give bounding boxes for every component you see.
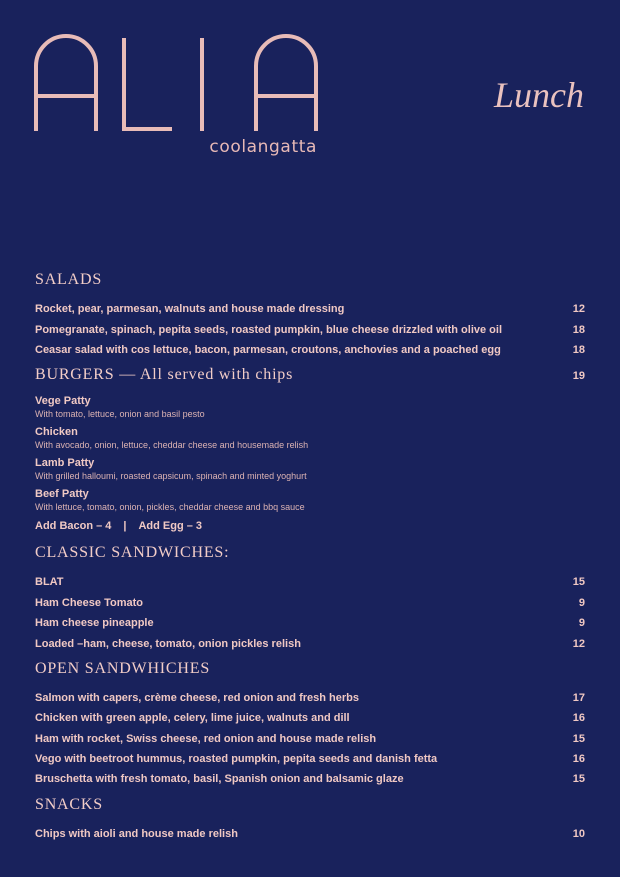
snacks-title: SNACKS — [35, 795, 103, 813]
menu-title: Lunch — [494, 75, 584, 115]
burger-description: With lettuce, tomato, onion, pickles, cheddar cheese and bbq sauce — [35, 502, 305, 513]
menu-item — [35, 769, 585, 789]
item-name: Salmon with capers, crème cheese, red onion and fresh herbs — [35, 691, 359, 704]
burger-name: Beef Patty — [35, 488, 89, 501]
burger-description: With grilled halloumi, roasted capsicum, spinach and minted yoghurt — [35, 471, 307, 482]
burgers-section — [35, 366, 585, 538]
item-name: Ceasar salad with cos lettuce, bacon, parmesan, croutons, anchovies and a poached egg — [35, 343, 501, 356]
logo-subtitle: coolangatta — [209, 137, 317, 157]
salads-title: SALADS — [35, 271, 103, 288]
menu-item — [35, 824, 585, 844]
menu-item — [35, 749, 585, 769]
item-name: Loaded –ham, cheese, tomato, onion pickles relish — [35, 637, 301, 650]
item-name: Pomegranate, spinach, pepita seeds, roasted pumpkin, blue cheese drizzled with olive oil — [35, 323, 503, 336]
item-price: 15 — [572, 773, 585, 786]
burgers-title: BURGERS — All served with chips — [35, 366, 294, 384]
section-heading — [35, 366, 585, 390]
item-price: 9 — [578, 596, 585, 609]
item-price: 16 — [572, 753, 585, 766]
item-price: 16 — [572, 712, 585, 725]
item-name: Ham Cheese Tomato — [35, 596, 143, 609]
item-name: Ham cheese pineapple — [35, 617, 154, 630]
menu-item — [35, 688, 585, 708]
item-price: 12 — [572, 303, 585, 316]
section-heading — [35, 544, 585, 568]
item-price: 15 — [572, 732, 585, 745]
menu-item — [35, 708, 585, 728]
item-price: 12 — [572, 637, 585, 650]
classic-sandwiches-title: CLASSIC SANDWICHES: — [35, 544, 230, 562]
salads-section — [35, 271, 585, 360]
menu-item — [35, 319, 585, 339]
item-price: 17 — [572, 691, 585, 704]
item-name: Rocket, pear, parmesan, walnuts and house made dressing — [35, 303, 345, 316]
item-price: 18 — [572, 323, 585, 336]
item-name: Bruschetta with fresh tomato, basil, Spanish onion and balsamic glaze — [35, 773, 404, 786]
burger-name: Lamb Patty — [35, 457, 95, 470]
item-price: 15 — [572, 576, 585, 589]
section-heading — [35, 796, 585, 820]
open-sandwiches-title: OPEN SANDWHICHES — [35, 659, 211, 677]
item-name: Vego with beetroot hummus, roasted pumpkin, pepita seeds and danish fetta — [35, 753, 438, 766]
item-price: 9 — [578, 617, 585, 630]
menu-item — [35, 593, 585, 613]
item-name: Chips with aioli and house made relish — [35, 827, 238, 840]
menu-item — [35, 572, 585, 592]
classic-sandwiches-section — [35, 544, 585, 654]
section-heading — [35, 271, 585, 295]
burger-addons — [35, 516, 585, 538]
item-name: Chicken with green apple, celery, lime juice, walnuts and dill — [35, 712, 350, 725]
menu-item — [35, 613, 585, 633]
item-name: BLAT — [35, 576, 64, 589]
item-price: 10 — [572, 827, 585, 840]
burger-name: Chicken — [35, 426, 78, 439]
menu-item — [35, 729, 585, 749]
item-name: Ham with rocket, Swiss cheese, red onion and house made relish — [35, 732, 377, 745]
logo — [34, 34, 324, 160]
section-heading — [35, 660, 585, 684]
addon-separator: | — [123, 520, 127, 533]
logo-wordmark — [34, 34, 324, 134]
open-sandwiches-section — [35, 660, 585, 790]
burgers-price: 19 — [572, 370, 585, 383]
menu-item — [35, 340, 585, 360]
menu-item — [35, 633, 585, 653]
menu-item — [35, 299, 585, 319]
burger-description: With tomato, lettuce, onion and basil pesto — [35, 409, 205, 420]
burger-description: With avocado, onion, lettuce, cheddar cheese and housemade relish — [35, 440, 309, 451]
item-price: 18 — [572, 343, 585, 356]
menu — [35, 271, 585, 850]
burger-name: Vege Patty — [35, 395, 91, 408]
addon-bacon: Add Bacon – 4 — [35, 520, 112, 533]
snacks-section — [35, 796, 585, 844]
addon-egg: Add Egg – 3 — [138, 520, 203, 533]
